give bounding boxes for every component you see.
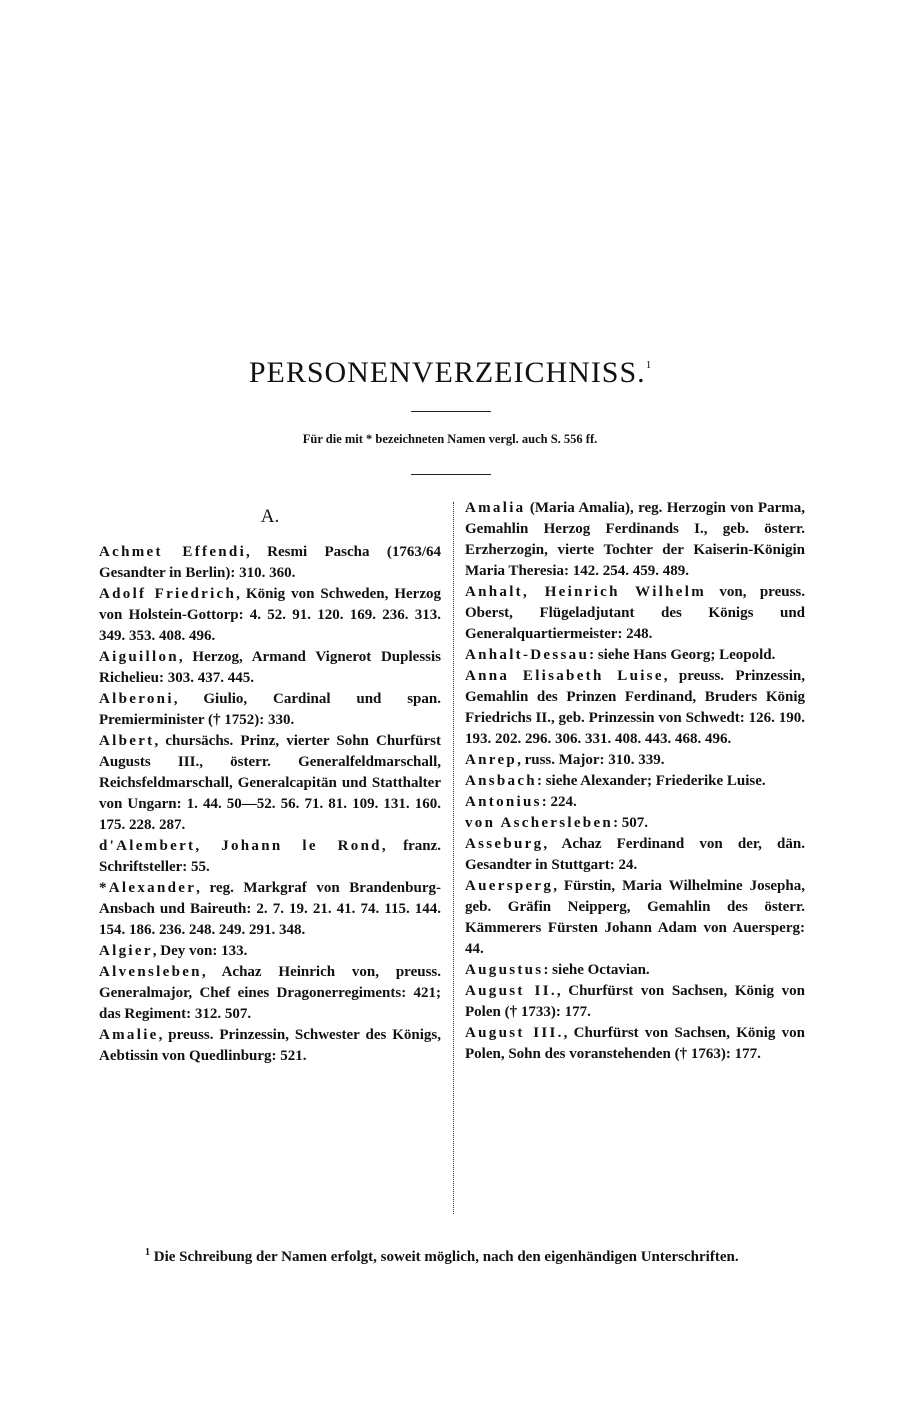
entry-name: Anhalt, Heinrich Wilhelm [465,584,706,600]
cross-reference-note: Für die mit * bezeichneten Namen vergl. auch S. 556 ff. [302,432,598,446]
index-entry [465,771,805,792]
title-text: PERSONENVERZEICHNISS. [248,356,646,389]
entry-text: , russ. Major: 310. 339. [517,752,665,768]
entry-name: Amalie [99,1027,159,1043]
index-entry [99,584,441,647]
entry-text: , Dey von: 133. [152,943,248,959]
footnote [99,1242,805,1268]
index-entry [99,836,441,878]
entry-name: von Aschersleben [465,815,614,831]
entry-text: : 224. [541,794,577,810]
entry-name: d'Alembert, Johann le Rond [99,838,382,854]
entry-text: von, preuss. Oberst, Flügeladjutant des Königs und Generalquartiermeister: 248. [465,584,805,642]
entry-name: Auersperg [465,878,554,894]
entry-name: Albert [99,733,155,749]
entry-text: , Fürstin, Maria Wilhelmine Josepha, geb. Gräfin Neipperg, Gemahlin des österr. Kämmerers Fürsten Johann Adam von Auersperg: 44. [465,878,805,957]
index-entry [99,962,441,1025]
index-entry [465,834,805,876]
entry-name: Augustus [465,962,544,978]
index-entry [465,582,805,645]
entry-name: Anhalt-Dessau [465,647,590,663]
index-entry [465,876,805,960]
footnote-mark: 1 [145,1247,150,1258]
entry-text: : siehe Alexander; Friederike Luise. [536,773,766,789]
entry-text: , preuss. Prinzessin, Schwester des Königs, Aebtissin von Quedlinburg: 521. [99,1027,441,1064]
entry-text: : siehe Octavian. [543,962,650,978]
title-footnote-mark: 1 [645,359,652,371]
entry-name: Alberoni [99,691,174,707]
index-entry [465,645,805,666]
right-column [465,498,805,1065]
index-entry [465,666,805,750]
entry-name: Ansbach [465,773,537,789]
entry-name: Achmet Effendi [99,544,247,560]
entry-text: : 507. [613,815,649,831]
entry-name: Amalia [465,500,526,516]
index-entry [465,498,805,582]
index-entry [465,792,805,813]
index-entry [99,542,441,584]
title-rule [411,411,491,412]
entry-text: (Maria Amalia), reg. Herzogin von Parma, Gemahlin Herzog Ferdinands I., geb. österr. Erzherzogin, vierte Tochter der Kaiserin-Königin Maria Theresia: 142. 254. 459. 489. [465,500,805,579]
index-entry [99,689,441,731]
index-entry [99,647,441,689]
left-column [99,498,441,1067]
left-entries [99,542,441,1067]
index-entry [99,941,441,962]
entry-text: , chursächs. Prinz, vierter Sohn Churfürst Augusts III., österr. Generalfeldmarschall, Reichsfeldmarschall, Generalcapitän und Statthalter von Ungarn: 1. 44. 50—52. 56. 71. 81. 109. 131. 160. 175. 228. 287. [99,733,441,833]
note-rule [411,474,491,475]
entry-name: Anna Elisabeth Luise [465,668,664,684]
entry-name: August II. [465,983,557,999]
entry-name: Algier [99,943,153,959]
entry-name: Alvensleben [99,964,202,980]
entry-name: Adolf Friedrich [99,586,237,602]
index-entry [99,878,441,941]
entry-name: August III. [465,1025,564,1041]
index-entry [99,731,441,836]
entry-text: , reg. Markgraf von Brandenburg-Ansbach und Baireuth: 2. 7. 19. 21. 41. 74. 115. 144. 154. 186. 236. 248. 249. 291. 348. [99,880,441,938]
index-entry [465,960,805,981]
index-entry [99,1025,441,1067]
entry-text: , Achaz Heinrich von, preuss. Generalmajor, Chef eines Dragonerregiments: 421; das Regiment: 312. 507. [99,964,441,1022]
entry-name: Antonius [465,794,542,810]
entry-text: , Churfürst von Sachsen, König von Polen, Sohn des voranstehenden († 1763): 177. [465,1025,805,1062]
entry-text: , preuss. Prinzessin, Gemahlin des Prinzen Ferdinand, Bruders König Friedrichs II., geb. Prinzessin von Schwedt: 126. 190. 193. 202. 296. 306. 331. 408. 443. 468. 496. [465,668,805,747]
column-divider [453,502,454,1214]
entry-text: , Giulio, Cardinal und span. Premierminister († 1752): 330. [99,691,441,728]
entry-name: *Alexander [99,880,197,896]
entry-name: Anrep [465,752,518,768]
page-title [0,356,900,390]
entry-text: , Resmi Pascha (1763/64 Gesandter in Berlin): 310. 360. [99,544,442,581]
entry-name: Asseburg [465,836,544,852]
entry-text: , Herzog, Armand Vignerot Duplessis Richelieu: 303. 437. 445. [99,649,441,686]
entry-text: , franz. Schriftsteller: 55. [99,838,442,875]
index-entry [465,750,805,771]
entry-name: Aiguillon [99,649,179,665]
footnote-text: Die Schreibung der Namen erfolgt, soweit möglich, nach den eigenhändigen Unterschriften. [153,1249,739,1265]
entry-text: , Churfürst von Sachsen, König von Polen († 1733): 177. [465,983,805,1020]
entry-text: , Achaz Ferdinand von der, dän. Gesandter in Stuttgart: 24. [465,836,805,873]
index-entry [465,1023,805,1065]
entry-text: : siehe Hans Georg; Leopold. [589,647,776,663]
index-entry [465,981,805,1023]
entry-text: , König von Schweden, Herzog von Holstein-Gottorp: 4. 52. 91. 120. 169. 236. 313. 349. 353. 408. 496. [99,586,441,644]
right-entries [465,498,805,1065]
index-entry [465,813,805,834]
section-letter: A. [260,506,280,527]
